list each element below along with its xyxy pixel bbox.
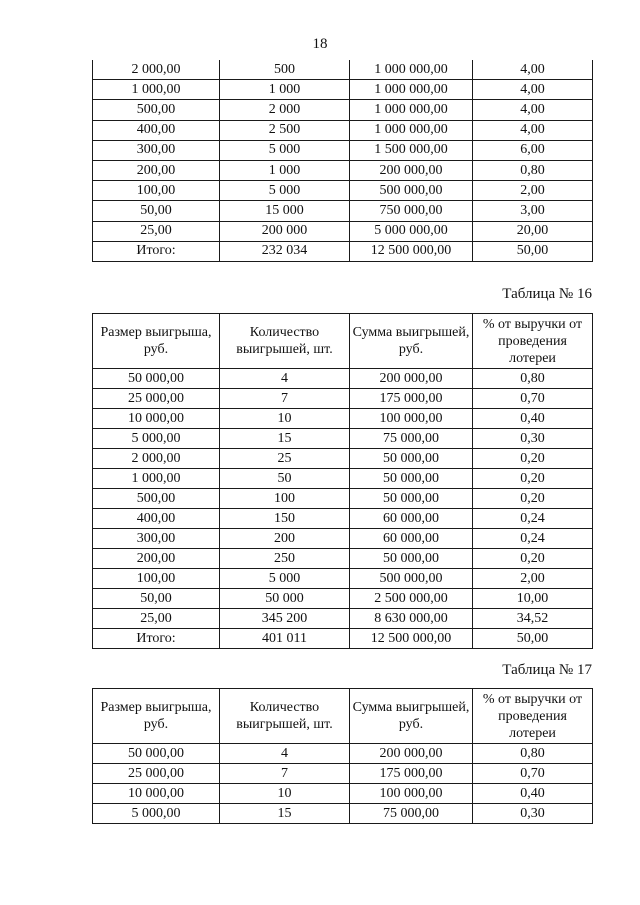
revenue-percent-cell: 0,70 <box>473 389 593 409</box>
prize-count-cell: 50 000 <box>220 589 350 609</box>
prize-sum-cell: 1 000 000,00 <box>350 60 473 80</box>
revenue-percent-cell: 10,00 <box>473 589 593 609</box>
prize-count-cell: 10 <box>220 784 350 804</box>
table-row <box>93 589 593 609</box>
prize-count-cell: 7 <box>220 764 350 784</box>
prize-size-cell: 400,00 <box>93 120 220 140</box>
table-row <box>93 389 593 409</box>
prize-size-cell: 1 000,00 <box>93 469 220 489</box>
prize-size-cell: 25 000,00 <box>93 764 220 784</box>
table-body <box>93 744 593 824</box>
table-row <box>93 221 593 241</box>
revenue-percent-cell: 0,30 <box>473 804 593 824</box>
prize-sum-cell: 60 000,00 <box>350 529 473 549</box>
prize-sum-cell: 75 000,00 <box>350 429 473 449</box>
prize-sum-cell: 8 630 000,00 <box>350 609 473 629</box>
revenue-percent-cell: 4,00 <box>473 60 593 80</box>
prize-size-cell: 25,00 <box>93 221 220 241</box>
revenue-percent-cell: 0,30 <box>473 429 593 449</box>
table-row <box>93 100 593 120</box>
table-row <box>93 409 593 429</box>
revenue-percent-cell: 0,24 <box>473 509 593 529</box>
prize-sum-cell: 200 000,00 <box>350 369 473 389</box>
prize-count-cell: 2 000 <box>220 100 350 120</box>
prize-sum-cell: 750 000,00 <box>350 201 473 221</box>
revenue-percent-cell: 0,40 <box>473 409 593 429</box>
prize-size-cell: 400,00 <box>93 509 220 529</box>
table-row <box>93 181 593 201</box>
header-prize-count: Количество выигрышей, шт. <box>220 689 350 744</box>
prize-table-16 <box>92 313 593 649</box>
revenue-percent-cell: 0,20 <box>473 549 593 569</box>
prize-count-cell: 1 000 <box>220 80 350 100</box>
prize-size-cell: 10 000,00 <box>93 784 220 804</box>
prize-count-cell: 1 000 <box>220 160 350 180</box>
prize-sum-cell: 50 000,00 <box>350 469 473 489</box>
table-row <box>93 744 593 764</box>
prize-count-cell: 100 <box>220 489 350 509</box>
prize-sum-cell: 2 500 000,00 <box>350 589 473 609</box>
prize-sum-cell: 175 000,00 <box>350 764 473 784</box>
prize-count-cell: 2 500 <box>220 120 350 140</box>
prize-count-cell: 250 <box>220 549 350 569</box>
revenue-percent-cell: 0,24 <box>473 529 593 549</box>
revenue-percent-cell: 0,80 <box>473 369 593 389</box>
prize-size-cell: 300,00 <box>93 529 220 549</box>
prize-size-cell: 300,00 <box>93 140 220 160</box>
table-17-caption: Таблица № 17 <box>502 662 592 678</box>
prize-size-cell: 10 000,00 <box>93 409 220 429</box>
table-body <box>93 369 593 649</box>
prize-size-cell: 200,00 <box>93 160 220 180</box>
prize-count-cell: 7 <box>220 389 350 409</box>
header-prize-sum: Сумма выигрышей, руб. <box>350 314 473 369</box>
prize-size-cell: 100,00 <box>93 569 220 589</box>
prize-size-cell: 2 000,00 <box>93 60 220 80</box>
table-row <box>93 784 593 804</box>
revenue-percent-cell: 0,20 <box>473 489 593 509</box>
prize-sum-cell: 12 500 000,00 <box>350 629 473 649</box>
table-row <box>93 429 593 449</box>
table-row <box>93 764 593 784</box>
prize-size-cell: 500,00 <box>93 489 220 509</box>
prize-size-cell: 1 000,00 <box>93 80 220 100</box>
prize-count-cell: 15 <box>220 804 350 824</box>
table-row <box>93 469 593 489</box>
prize-table-17 <box>92 688 593 824</box>
table-row <box>93 449 593 469</box>
table-row <box>93 80 593 100</box>
table-row <box>93 140 593 160</box>
revenue-percent-cell: 6,00 <box>473 140 593 160</box>
table-row <box>93 241 593 261</box>
prize-sum-cell: 1 500 000,00 <box>350 140 473 160</box>
table-row <box>93 60 593 80</box>
revenue-percent-cell: 34,52 <box>473 609 593 629</box>
prize-sum-cell: 100 000,00 <box>350 784 473 804</box>
prize-sum-cell: 75 000,00 <box>350 804 473 824</box>
header-prize-count: Количество выигрышей, шт. <box>220 314 350 369</box>
table-row <box>93 549 593 569</box>
table-row <box>93 369 593 389</box>
prize-count-cell: 10 <box>220 409 350 429</box>
prize-count-cell: 401 011 <box>220 629 350 649</box>
prize-sum-cell: 60 000,00 <box>350 509 473 529</box>
table-row <box>93 609 593 629</box>
prize-size-cell: Итого: <box>93 241 220 261</box>
prize-size-cell: 2 000,00 <box>93 449 220 469</box>
prize-count-cell: 500 <box>220 60 350 80</box>
table-row <box>93 120 593 140</box>
prize-count-cell: 5 000 <box>220 181 350 201</box>
prize-count-cell: 150 <box>220 509 350 529</box>
prize-size-cell: 100,00 <box>93 181 220 201</box>
table-row <box>93 509 593 529</box>
prize-sum-cell: 50 000,00 <box>350 549 473 569</box>
prize-count-cell: 200 000 <box>220 221 350 241</box>
prize-sum-cell: 500 000,00 <box>350 569 473 589</box>
table-row <box>93 629 593 649</box>
prize-size-cell: 500,00 <box>93 100 220 120</box>
prize-sum-cell: 1 000 000,00 <box>350 120 473 140</box>
prize-sum-cell: 50 000,00 <box>350 449 473 469</box>
prize-size-cell: 5 000,00 <box>93 804 220 824</box>
prize-sum-cell: 200 000,00 <box>350 744 473 764</box>
prize-sum-cell: 5 000 000,00 <box>350 221 473 241</box>
prize-size-cell: 50 000,00 <box>93 369 220 389</box>
revenue-percent-cell: 0,80 <box>473 744 593 764</box>
header-prize-size: Размер выигрыша, руб. <box>93 689 220 744</box>
table-row <box>93 804 593 824</box>
revenue-percent-cell: 3,00 <box>473 201 593 221</box>
revenue-percent-cell: 0,70 <box>473 764 593 784</box>
prize-size-cell: 25 000,00 <box>93 389 220 409</box>
prize-size-cell: 50,00 <box>93 201 220 221</box>
revenue-percent-cell: 0,80 <box>473 160 593 180</box>
prize-count-cell: 50 <box>220 469 350 489</box>
header-revenue-percent: % от выручки от проведения лотереи <box>473 314 593 369</box>
prize-count-cell: 200 <box>220 529 350 549</box>
header-revenue-percent: % от выручки от проведения лотереи <box>473 689 593 744</box>
prize-size-cell: 200,00 <box>93 549 220 569</box>
prize-sum-cell: 1 000 000,00 <box>350 80 473 100</box>
prize-sum-cell: 50 000,00 <box>350 489 473 509</box>
prize-sum-cell: 500 000,00 <box>350 181 473 201</box>
revenue-percent-cell: 20,00 <box>473 221 593 241</box>
prize-size-cell: 25,00 <box>93 609 220 629</box>
revenue-percent-cell: 2,00 <box>473 569 593 589</box>
prize-count-cell: 4 <box>220 369 350 389</box>
header-row <box>93 689 593 744</box>
prize-count-cell: 25 <box>220 449 350 469</box>
prize-count-cell: 232 034 <box>220 241 350 261</box>
table-row <box>93 201 593 221</box>
prize-size-cell: Итого: <box>93 629 220 649</box>
prize-count-cell: 15 000 <box>220 201 350 221</box>
prize-sum-cell: 200 000,00 <box>350 160 473 180</box>
prize-size-cell: 50,00 <box>93 589 220 609</box>
revenue-percent-cell: 2,00 <box>473 181 593 201</box>
prize-sum-cell: 100 000,00 <box>350 409 473 429</box>
revenue-percent-cell: 50,00 <box>473 629 593 649</box>
revenue-percent-cell: 4,00 <box>473 100 593 120</box>
table-row <box>93 529 593 549</box>
revenue-percent-cell: 50,00 <box>473 241 593 261</box>
header-prize-size: Размер выигрыша, руб. <box>93 314 220 369</box>
revenue-percent-cell: 0,20 <box>473 469 593 489</box>
prize-sum-cell: 1 000 000,00 <box>350 100 473 120</box>
prize-size-cell: 50 000,00 <box>93 744 220 764</box>
revenue-percent-cell: 4,00 <box>473 80 593 100</box>
page-number: 18 <box>312 36 328 52</box>
revenue-percent-cell: 4,00 <box>473 120 593 140</box>
prize-sum-cell: 175 000,00 <box>350 389 473 409</box>
table-row <box>93 160 593 180</box>
table-16-caption: Таблица № 16 <box>502 286 592 302</box>
prize-size-cell: 5 000,00 <box>93 429 220 449</box>
table-body <box>93 60 593 261</box>
prize-sum-cell: 12 500 000,00 <box>350 241 473 261</box>
prize-count-cell: 4 <box>220 744 350 764</box>
prize-table-continued <box>92 60 593 262</box>
revenue-percent-cell: 0,20 <box>473 449 593 469</box>
table-row <box>93 489 593 509</box>
prize-count-cell: 5 000 <box>220 140 350 160</box>
prize-count-cell: 5 000 <box>220 569 350 589</box>
prize-count-cell: 345 200 <box>220 609 350 629</box>
header-prize-sum: Сумма выигрышей, руб. <box>350 689 473 744</box>
header-row <box>93 314 593 369</box>
prize-count-cell: 15 <box>220 429 350 449</box>
revenue-percent-cell: 0,40 <box>473 784 593 804</box>
table-row <box>93 569 593 589</box>
